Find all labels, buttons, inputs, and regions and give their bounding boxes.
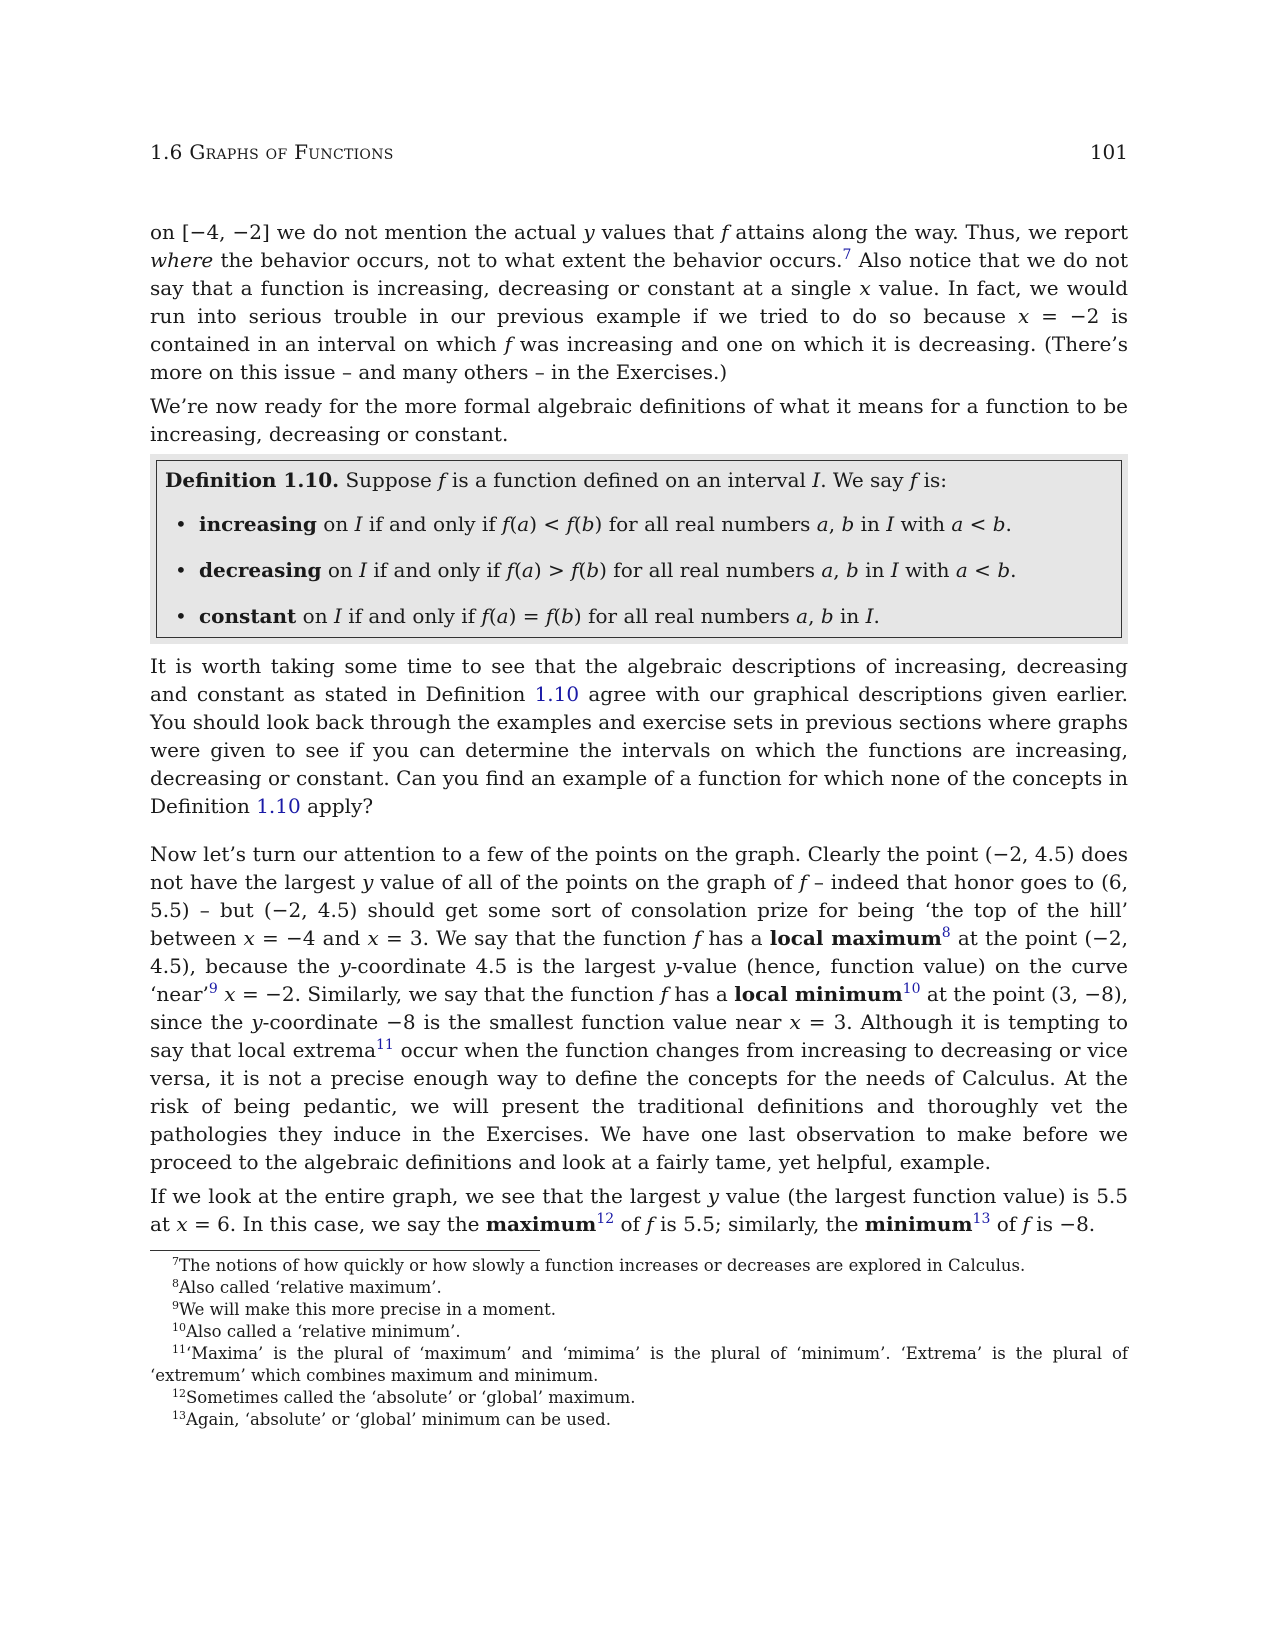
math-variable: x <box>176 1212 188 1236</box>
math-variable: x <box>859 276 871 300</box>
math-variable: y <box>583 220 595 244</box>
footnote: $^9$We will make this more precise in a moment. <box>172 1299 556 1319</box>
math-variable: b <box>997 558 1011 582</box>
definition-ref-link[interactable]: 1.10 <box>534 682 580 706</box>
footnote-ref-link[interactable]: 8 <box>941 925 951 941</box>
bullet-icon: • <box>175 604 187 628</box>
footnote-ref-link[interactable]: 7 <box>842 247 852 263</box>
math-variable: y <box>664 954 676 978</box>
math-variable: I <box>354 512 363 536</box>
math-variable: f <box>566 512 574 536</box>
math-variable: b <box>846 558 859 582</box>
math-variable: where <box>150 248 214 272</box>
section-title: 1.6 Graphs of Functions <box>150 140 394 164</box>
page <box>150 140 1128 1431</box>
footnote: $^{12}$Sometimes called the ‘absolute’ or ‘global’ maximum. <box>172 1387 636 1407</box>
bold-term: constant <box>199 604 297 628</box>
math-variable: f <box>660 982 668 1006</box>
footnote-ref-link[interactable]: 12 <box>596 1211 615 1227</box>
bold-term: maximum <box>485 1212 597 1236</box>
math-variable: f <box>693 926 702 950</box>
math-variable: f <box>571 558 579 582</box>
page-number: 101 <box>1089 140 1128 164</box>
math-variable: f <box>438 468 446 492</box>
math-variable: a <box>951 512 964 536</box>
footnote: $^{10}$Also called a ‘relative minimum’. <box>172 1321 461 1341</box>
math-variable: a <box>816 512 829 536</box>
math-variable: I <box>333 604 342 628</box>
math-variable: y <box>362 870 374 894</box>
math-variable: a <box>496 604 509 628</box>
math-variable: f <box>799 870 807 894</box>
paragraph: We’re now ready for the more formal algebraic definitions of what it means for a function to be increasing, decreasing or constant. <box>150 394 1128 446</box>
math-variable: a <box>517 512 530 536</box>
math-variable: a <box>821 558 834 582</box>
math-variable: a <box>955 558 968 582</box>
bold-term: local minimum <box>734 982 903 1006</box>
definition-item-decreasing: • decreasing on I if and only if f(a) > f(b) for all real numbers a, b in I with a < b. <box>199 555 1113 585</box>
footnote: $^{13}$Again, ‘absolute’ or ‘global’ minimum can be used. <box>172 1409 611 1429</box>
bullet-icon: • <box>175 558 187 582</box>
math-variable: b <box>581 512 595 536</box>
math-variable: y <box>707 1184 720 1208</box>
bold-term: decreasing <box>199 558 322 582</box>
bold-term: local maximum <box>769 926 942 950</box>
bullet-icon: • <box>175 512 187 536</box>
footnotes <box>150 1255 1128 1431</box>
definition-list <box>165 509 1113 631</box>
footnote: $^8$Also called ‘relative maximum’. <box>172 1277 442 1297</box>
math-variable: x <box>789 1010 801 1034</box>
math-variable: b <box>586 558 600 582</box>
math-variable: b <box>992 512 1006 536</box>
math-variable: I <box>890 558 899 582</box>
math-variable: I <box>812 468 821 492</box>
footnote-divider <box>150 1250 540 1251</box>
paragraph: on [−4, −2] we do not mention the actual y values that f attains along the way. Thus, we report where the behavior occurs, not to what extent the behavior occurs.$^7$ Also notice that we do not say that a function is increasing, decreasing or constant at a single x value. In fact, we would run into serious trouble in our previous example if we tried to do so because x = −2 is contained in an interval on which f was increasing and one on which it is decreasing. (There’s more on this issue – and many others – in the Exercises.) <box>150 220 1128 384</box>
math-variable: y <box>251 1010 263 1034</box>
math-variable: f <box>1022 1212 1030 1236</box>
running-header <box>150 140 1128 170</box>
math-variable: f <box>502 512 510 536</box>
math-variable: f <box>721 220 729 244</box>
bold-term: minimum <box>864 1212 973 1236</box>
math-variable: x <box>367 926 379 950</box>
math-variable: b <box>820 604 834 628</box>
footnote-ref-link[interactable]: 10 <box>902 981 921 997</box>
paragraph: It is worth taking some time to see that the algebraic descriptions of increasing, decreasing and constant as stated in Definition 1.10 agree with our graphical descriptions given earlier. You should look back through the examples and exercise sets in previous sections where graphs were given to see if you can determine the intervals on which the functions are increasing, decreasing or constant. Can you find an example of a function for which none of the concepts in Definition 1.10 apply? <box>150 654 1128 818</box>
math-variable: b <box>841 512 855 536</box>
math-variable: I <box>865 604 874 628</box>
math-variable: I <box>359 558 368 582</box>
definition-item-constant: • constant on I if and only if f(a) = f(b) for all real numbers a, b in I. <box>199 601 1113 631</box>
definition-intro: Suppose f is a function defined on an interval I. We say f is: <box>339 468 948 492</box>
math-variable: x <box>243 926 255 950</box>
math-variable: y <box>339 954 351 978</box>
footnote: $^7$The notions of how quickly or how slowly a function increases or decreases are explored in Calculus. <box>172 1255 1026 1275</box>
math-variable: f <box>506 558 515 582</box>
definition-heading <box>165 465 1113 495</box>
math-variable: I <box>886 512 895 536</box>
definition-label: Definition 1.10. <box>165 468 340 492</box>
math-variable: a <box>521 558 534 582</box>
bold-term: increasing <box>199 512 317 536</box>
math-variable: a <box>796 604 809 628</box>
footnote-ref-link[interactable]: 13 <box>972 1211 991 1227</box>
footnote: $^{11}$‘Maxima’ is the plural of ‘maximum’ and ‘mimima’ is the plural of ‘minimum’. ‘Extrema’ is the plural of ‘extremum’ which combines maximum and minimum. <box>150 1343 1128 1385</box>
math-variable: x <box>1017 304 1030 328</box>
paragraph: If we look at the entire graph, we see that the largest y value (the largest function value) is 5.5 at x = 6. In this case, we say the maximum$^{12}$ of f is 5.5; similarly, the minimum$^{13}$ of f is −8. <box>150 1184 1129 1236</box>
body-text <box>150 218 1128 1431</box>
paragraph: Now let’s turn our attention to a few of the points on the graph. Clearly the point (−2, 4.5) does not have the largest y value of all of the points on the graph of f – indeed that honor goes to (6, 5.5) – but (−2, 4.5) should get some sort of consolation prize for being ‘the top of the hill’ between x = −4 and x = 3. We say that the function f has a local maximum$^8$ at the point (−2, 4.5), because the y-coordinate 4.5 is the largest y-value (hence, function value) on the curve ‘near’$^9$ x = −2. Similarly, we say that the function f has a local minimum$^{10}$ at the point (3, −8), since the y-coordinate −8 is the smallest function value near x = 3. Although it is tempting to say that local extrema$^{11}$ occur when the function changes from increasing to decreasing or vice versa, it is not a precise enough way to define the concepts for the needs of Calculus. At the risk of being pedantic, we will present the traditional definitions and thoroughly vet the pathologies they induce in the Exercises. We have one last observation to make before we proceed to the algebraic definitions and look at a fairly tame, yet helpful, example. <box>150 842 1129 1174</box>
math-variable: f <box>909 468 918 492</box>
math-variable: x <box>224 982 236 1006</box>
definition-ref-link[interactable]: 1.10 <box>256 794 301 818</box>
math-variable: f <box>481 604 489 628</box>
footnote-ref-link[interactable]: 11 <box>376 1037 394 1053</box>
math-variable: b <box>561 604 574 628</box>
definition-box <box>150 454 1128 644</box>
definition-item-increasing: • increasing on I if and only if f(a) < f(b) for all real numbers a, b in I with a < b. <box>199 509 1113 539</box>
math-variable: f <box>646 1212 654 1236</box>
math-variable: f <box>545 604 554 628</box>
math-variable: f <box>504 332 512 356</box>
footnote-ref-link[interactable]: 9 <box>208 981 218 997</box>
